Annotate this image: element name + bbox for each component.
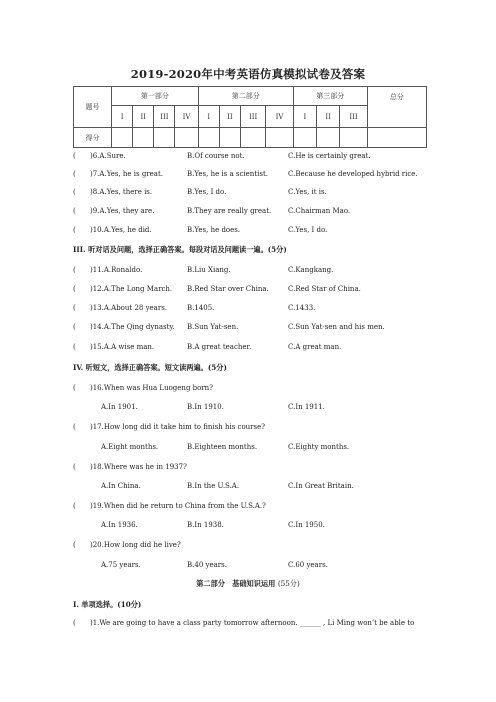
answer-paren: (: [73, 188, 76, 196]
score-cell: [175, 128, 198, 148]
question-option-b: B.Sun Yat-sen.: [187, 323, 239, 331]
question-option-b: B.In 1938.: [187, 521, 224, 529]
answer-paren: (: [73, 619, 76, 627]
score-cell: [198, 128, 219, 148]
question-option-a: )15.A.A wise man.: [90, 343, 155, 351]
part2-sub: III: [240, 106, 265, 128]
question-option-a: )13.A.About 28 years.: [90, 304, 168, 312]
question-text: )16.When was Hua Luogeng born?: [90, 384, 213, 392]
answer-paren: (: [73, 323, 76, 331]
part3-sub: III: [340, 106, 367, 128]
section-heading: III. 听对话及问题，选择正确答案。每段对话及问题读一遍。(5分): [73, 245, 287, 254]
question-option-b: B.Red Star over China.: [187, 285, 269, 293]
answer-paren: (: [73, 266, 76, 274]
question-option-c: C.In 1911.: [288, 403, 325, 411]
question-option-a: A.In China.: [101, 482, 141, 490]
total-header: 总分: [367, 87, 426, 128]
question-option-a: )11.A.Ronaldo.: [90, 266, 143, 274]
score-cell: [266, 128, 293, 148]
part3-header: 第三部分: [293, 87, 367, 106]
question-option-c: C.In 1950.: [288, 521, 325, 529]
question-option-c: C.Eighty months.: [288, 443, 350, 451]
question-option-b: B.Eighteen months.: [187, 443, 258, 451]
question-option-a: A.Eight months.: [101, 443, 159, 451]
score-cell: [293, 128, 316, 148]
answer-paren: (: [73, 304, 76, 312]
question-option-b: B.In 1910.: [187, 403, 224, 411]
answer-paren: (: [73, 226, 76, 234]
answer-paren: (: [73, 285, 76, 293]
question-option-b: B.Yes, he does.: [187, 226, 241, 234]
question-option-a: A.In 1901.: [101, 403, 138, 411]
question-option-a: )10.A.Yes, he did.: [90, 226, 152, 234]
part1-sub: III: [154, 106, 175, 128]
answer-paren: (: [73, 502, 76, 510]
question-option-a: )7.A.Yes, he is great.: [90, 170, 164, 178]
part1-header: 第一部分: [112, 87, 199, 106]
answer-paren: (: [73, 207, 76, 215]
question-option-b: B.1405.: [187, 304, 215, 312]
part1-sub: II: [133, 106, 154, 128]
question-text: )17.How long did it take him to finish his course?: [90, 423, 266, 431]
question-option-b: B.In the U.S.A.: [187, 482, 240, 490]
question-option-c: C.He is certainly great.: [288, 152, 371, 160]
part1-sub: I: [112, 106, 133, 128]
score-cell: [112, 128, 133, 148]
question-option-a: A.In 1936.: [101, 521, 138, 529]
part2-points: (55分): [277, 579, 300, 588]
question-option-c: C.A great man.: [288, 343, 342, 351]
question-option-a: )8.A.Yes, there is.: [90, 188, 153, 196]
answer-paren: (: [73, 170, 76, 178]
question-option-c: C.1433.: [288, 304, 316, 312]
question-option-b: B.Yes, he is a scientist.: [187, 170, 268, 178]
answer-paren: (: [73, 152, 76, 160]
score-cell: [219, 128, 240, 148]
section-heading: IV. 听短文，选择正确答案。短文读两遍。(5分): [73, 363, 227, 372]
question-option-c: C.In Great Britain.: [288, 482, 354, 490]
score-table: [73, 86, 427, 148]
part2-sub: II: [219, 106, 240, 128]
answer-paren: (: [73, 463, 76, 471]
score-cell: [240, 128, 265, 148]
question-option-b: B.A great teacher.: [187, 343, 252, 351]
question-option-c: C.Because he developed hybrid rice.: [288, 170, 418, 178]
question-option-a: )6.A.Sure.: [90, 152, 126, 160]
score-cell: [317, 128, 340, 148]
question-option-c: C.60 years.: [288, 561, 328, 569]
answer-paren: (: [73, 541, 76, 549]
question-option-c: C.Red Star of China.: [288, 285, 361, 293]
exam-title: 2019-2020年中考英语仿真模拟试卷及答案: [130, 67, 366, 81]
part3-sub: II: [317, 106, 340, 128]
question-option-a: )12.A.The Long March.: [90, 285, 173, 293]
score-label: 得分: [74, 128, 112, 148]
question-option-c: C.Yes, I do.: [288, 226, 328, 234]
question-option-c: C.Sun Yat-sen and his men.: [288, 323, 385, 331]
question-number-label: 题号: [74, 87, 112, 128]
answer-paren: (: [73, 343, 76, 351]
question-option-a: )14.A.The Qing dynasty.: [90, 323, 175, 331]
part1-sub: IV: [175, 106, 198, 128]
question-option-b: B.Of course not.: [187, 152, 245, 160]
question-text: )18.Where was he in 1937?: [90, 463, 187, 471]
question-option-c: C.Yes, it is.: [288, 188, 327, 196]
part2-header: 第二部分: [198, 87, 293, 106]
question-option-c: C.Kangkang.: [288, 266, 334, 274]
section-heading: Ⅰ. 单项选择。(10分): [73, 600, 142, 609]
score-cell: [154, 128, 175, 148]
question-text: )1.We are going to have a class party tomorrow afternoon. ______ , Li Ming won’t be able to: [90, 619, 415, 627]
score-cell: [133, 128, 154, 148]
question-option-b: B.Liu Xiang.: [187, 266, 231, 274]
part2-sub: IV: [266, 106, 293, 128]
answer-paren: (: [73, 423, 76, 431]
question-option-b: B.They are really great.: [187, 207, 272, 215]
question-option-b: B.Yes, I do.: [187, 188, 227, 196]
part2-title: [0, 579, 496, 589]
question-option-a: A.75 years.: [101, 561, 141, 569]
question-text: )19.When did he return to China from the U.S.A.?: [90, 502, 266, 510]
question-option-a: )9.A.Yes, they are.: [90, 207, 155, 215]
answer-paren: (: [73, 384, 76, 392]
part3-sub: I: [293, 106, 316, 128]
part2-title-text: 第二部分 基础知识运用: [196, 579, 276, 588]
part2-sub: I: [198, 106, 219, 128]
question-option-b: B.40 years.: [187, 561, 227, 569]
score-cell: [367, 128, 426, 148]
question-text: )20.How long did he live?: [90, 541, 181, 549]
question-option-c: C.Chairman Mao.: [288, 207, 351, 215]
score-cell: [340, 128, 367, 148]
